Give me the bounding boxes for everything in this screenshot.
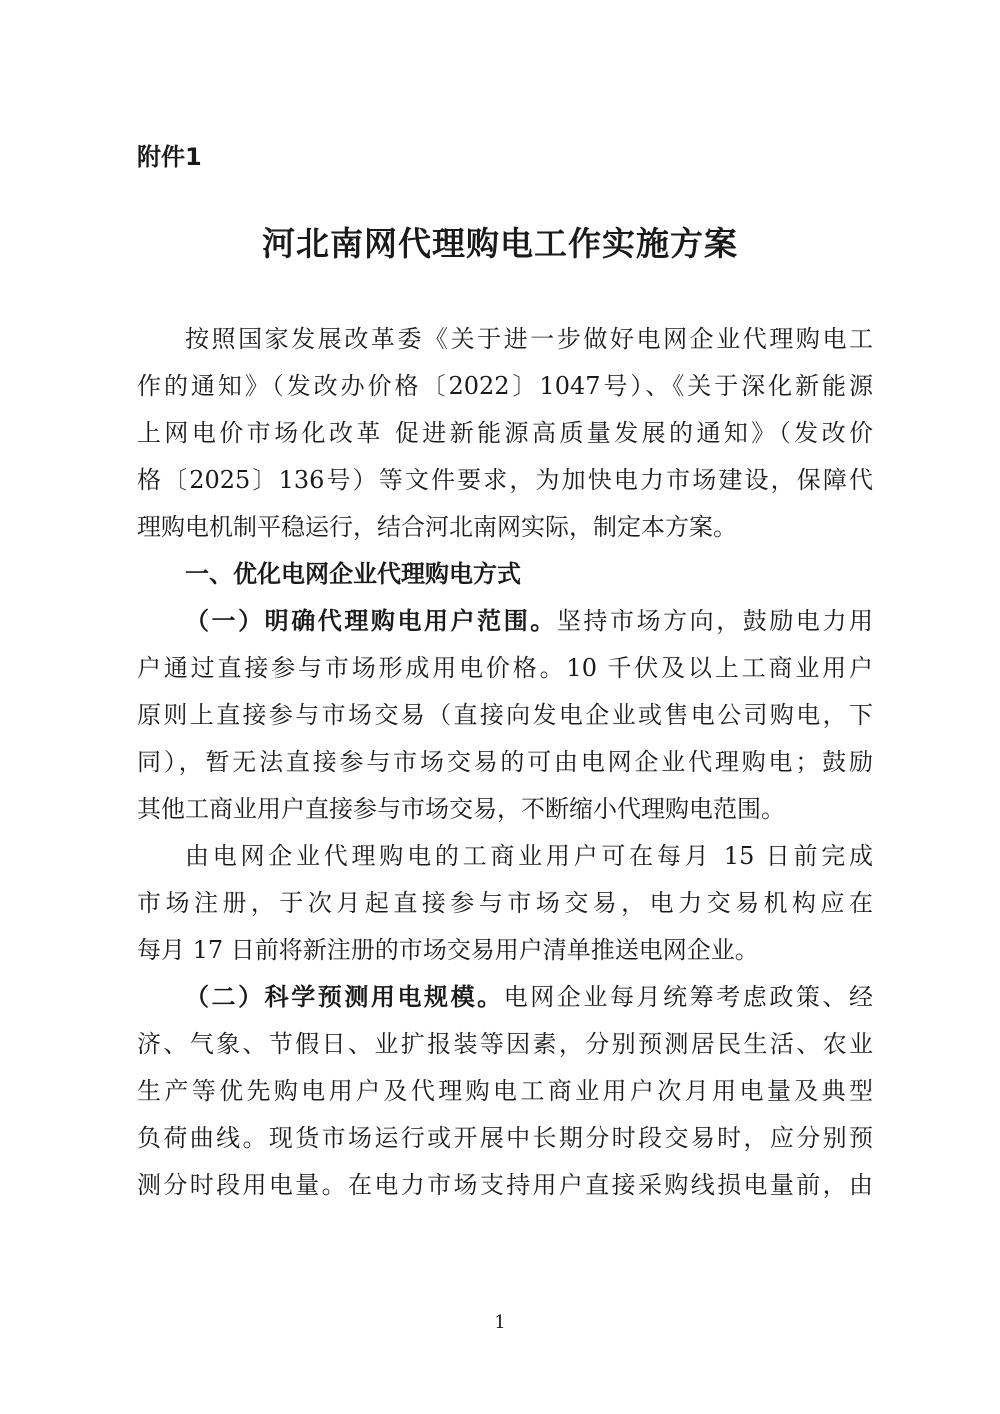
line-text: 市场注册，于次月起直接参与市场交易，电力交易机构应在 [137, 889, 873, 917]
line-text: 原则上直接参与市场交易（直接向发电企业或售电公司购电，下 [137, 701, 873, 729]
line-text: 每月 17 日前将新注册的市场交易用户清单推送电网企业。 [137, 936, 759, 964]
line-text: 同），暂无法直接参与市场交易的可由电网企业代理购电；鼓励 [137, 748, 873, 776]
document-title: 河北南网代理购电工作实施方案 [262, 224, 738, 263]
text-line [137, 363, 873, 410]
line-text: 电网企业每月统筹考虑政策、经 [503, 983, 873, 1011]
line-text: 作的通知》（发改办价格〔2022〕1047号）、《关于深化新能源 [137, 372, 873, 400]
text-line [137, 974, 873, 1021]
line-text: 其他工商业用户直接参与市场交易，不断缩小代理购电范围。 [137, 795, 785, 823]
text-line [137, 1115, 873, 1162]
line-text: 测分时段用电量。在电力市场支持用户直接采购线损电量前，由 [137, 1171, 873, 1199]
attachment-label: 附件1 [137, 143, 202, 171]
text-line [137, 880, 873, 927]
line-text: 上网电价市场化改革 促进新能源高质量发展的通知》（发改价 [137, 419, 873, 447]
line-text: 理购电机制平稳运行，结合河北南网实际，制定本方案。 [137, 513, 737, 541]
text-line [137, 1068, 873, 1115]
text-line [137, 739, 873, 786]
text-line [137, 598, 873, 645]
line-text: 济、气象、节假日、业扩报装等因素，分别预测居民生活、农业 [137, 1030, 873, 1058]
text-line [137, 457, 873, 504]
text-line [137, 1021, 873, 1068]
line-text: 生产等优先购电用户及代理购电工商业用户次月用电量及典型 [137, 1077, 873, 1105]
text-line [137, 316, 873, 363]
text-line [137, 786, 873, 833]
text-line [137, 1162, 873, 1209]
line-text: 一、优化电网企业代理购电方式 [185, 560, 521, 588]
line-text: 按照国家发展改革委《关于进一步做好电网企业代理购电工 [185, 325, 873, 353]
page-number: 1 [494, 1312, 506, 1333]
text-line [137, 833, 873, 880]
line-text: 户通过直接参与市场形成用电价格。10 千伏及以上工商业用户 [137, 654, 873, 682]
section-heading [137, 551, 873, 598]
text-line [137, 410, 873, 457]
subsection-heading: （二）科学预测用电规模。 [185, 983, 504, 1011]
subsection-heading: （一）明确代理购电用户范围。 [185, 607, 557, 635]
text-line [137, 645, 873, 692]
line-text: 负荷曲线。现货市场运行或开展中长期分时段交易时，应分别预 [137, 1124, 873, 1152]
text-line [137, 504, 873, 551]
text-line [137, 692, 873, 739]
line-text: 坚持市场方向，鼓励电力用 [556, 607, 873, 635]
line-text: 格〔2025〕136号）等文件要求，为加快电力市场建设，保障代 [137, 466, 873, 494]
line-text: 由电网企业代理购电的工商业用户可在每月 15 日前完成 [185, 842, 873, 870]
text-line [137, 927, 873, 974]
document-body [137, 316, 873, 1209]
